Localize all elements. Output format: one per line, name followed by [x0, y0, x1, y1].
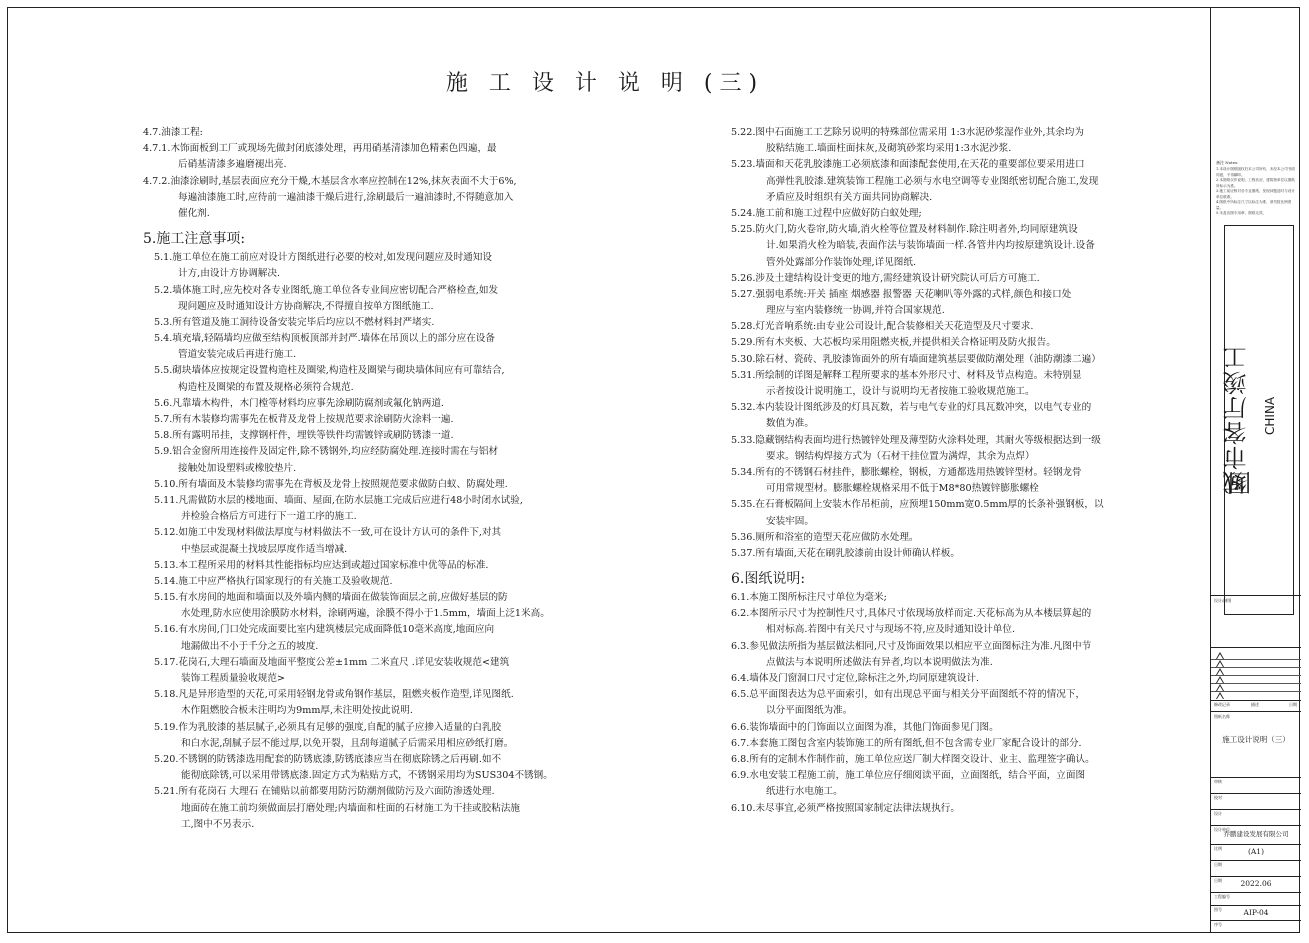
divider: [1211, 905, 1301, 906]
divider: [1211, 860, 1301, 861]
note-line: 5.30.除石材、瓷砖、乳胶漆饰面外的所有墙面建筑基层要做防潮处理（油防潮漆二遍）: [731, 353, 1101, 365]
note-line: 5.23.墙面和天花乳胶漆施工必须底漆和面漆配套使用,在天花的重要部位要采用进口: [731, 159, 1085, 171]
note-line: 5.36.厕所和浴室的造型天花应做防水处理。: [731, 531, 919, 543]
divider: [1211, 793, 1301, 794]
note-line: 5.10.所有墙面及木装修均需事先在背板及龙骨上按照规范要求做防白蚁、防腐处理.: [154, 478, 508, 490]
project-name: 城市客厅竣工图: [1223, 345, 1256, 495]
revision-triangle-icon: [1216, 660, 1224, 667]
designer-label: 设计: [1214, 811, 1222, 816]
note-line: 现问题应及时通知设计方协商解决,不得擅自按单方图纸施工.: [178, 300, 434, 312]
note-line: 5.37.所有墙面,天花在刷乳胶漆前由设计师确认样板。: [731, 547, 960, 559]
project-subtitle: CHINA: [1263, 396, 1277, 435]
scale-label: 比例: [1214, 846, 1222, 851]
note-line: 5.17.花岗石,大理石墙面及地面平整度公差±1mm 二米直尺 .详见安装收规范<建筑: [154, 656, 510, 668]
note-line: 高弹性乳胶漆.建筑装饰工程施工必须与水电空调等专业图纸密切配合施工,发现: [766, 175, 1099, 187]
note-line: 地面砖在施工前均须做面层打磨处理;内墙面和柱面的石材施工为干挂或胶粘法施: [181, 802, 521, 814]
note-line: 管道安装完成后再进行施工.: [178, 349, 297, 361]
note-line: 5.5.砌块墙体应按规定设置构造柱及圈梁,构造柱及圈梁与砌块墙体间应有可靠结合,: [154, 365, 505, 377]
note-line: 计.如果消火栓为暗装,表面作法与装饰墙面一样.各管井内均按原建筑设计.设备: [766, 240, 1095, 252]
note-line: 理应与室内装修统一协调,并符合国家规范.: [766, 305, 945, 317]
drawing-title: 施工设计说明（三）: [1222, 735, 1290, 744]
revision-row: [1211, 683, 1301, 684]
serial-label: 序号: [1214, 922, 1222, 927]
note-line: 5.3.所有管道及施工洞待设备安装完毕后均应以不燃材料封严堵实.: [154, 316, 435, 328]
note-line: 5.27.强弱电系统:开关 插座 烟感器 报警器 天花喇叭等外露的式样,颜色和接口处: [731, 288, 1072, 300]
divider: [1211, 647, 1301, 648]
note-line: 6.4.墙体及门窗洞口尺寸定位,除标注之外,均同原建筑设计.: [731, 673, 980, 684]
sheet-number-label: 图号: [1214, 907, 1222, 912]
note-line: 5.14.施工中应严格执行国家现行的有关施工及验收规范.: [154, 575, 393, 587]
note-line: 6.2.本图所示尺寸为控制性尺寸,具体尺寸依现场放样而定.天花标高为从本楼层算起的: [731, 608, 1092, 620]
note-line: 4.7.2.油漆涂刷时,基层表面应充分干燥,木基层含水率应控制在12%,抹灰表面不大于6%,: [143, 175, 517, 187]
note-line: 6.5.总平面图表达为总平面索引，如有出现总平面与相关分平面图纸不符的情况下，: [731, 689, 1086, 701]
divider: [1211, 825, 1301, 826]
note-line: 5.28.灯光音响系统:由专业公司设计,配合装修相关天花造型及尺寸要求.: [731, 321, 1034, 333]
revision-row: [1211, 667, 1301, 668]
page-title: 施 工 设 计 说 明 (三): [445, 71, 765, 96]
note-line: 安装牢固。: [766, 515, 814, 527]
revision-triangle-icon: [1216, 692, 1224, 699]
note-line: 6.6.装饰墙面中的门饰面以立面图为准，其他门饰面参见门图。: [731, 721, 999, 733]
note-line: 5.21.所有花岗石 大理石 在铺贴以前都要用防污防潮剂做防污及六面防渗透处理.: [154, 786, 495, 798]
design-label: 设计/制图: [1214, 598, 1232, 603]
divider: [1211, 876, 1301, 877]
note-line: 催化剂.: [178, 207, 210, 219]
note-line: 5.11.凡需做防水层的楼地面、墙面、屋面,在防水层施工完成后应进行48小时闭水试验,: [154, 494, 523, 506]
note-line: 5.16.有水房间,门口处完成面要比室内建筑楼层完成面降低10毫米高度,地面应向: [154, 624, 495, 636]
note-line: 5.29.所有木夹板、大芯板均采用阻燃夹板,并提供相关合格证明及防火报告。: [731, 337, 1056, 349]
section-heading: 6.图纸说明:: [731, 571, 806, 588]
note-line: 水处理,防水应使用涂膜防水材料，涂刷两遍，涂膜不得小于1.5mm，墙面上泛1米高。: [181, 608, 550, 620]
note-line: 示者按设计说明施工，设计与说明均无者按施工验收规范施工。: [766, 386, 1035, 397]
note-line: 相对标高.若图中有关尺寸与现场不符,应及时通知设计单位.: [766, 624, 1015, 636]
note-line: 5.24.施工前和施工过程中应做好防白蚁处理;: [731, 207, 922, 219]
title-block: [1210, 7, 1300, 933]
company-label: 设计单位: [1214, 827, 1230, 832]
note-line: 地漏做出不小于千分之五的坡度.: [181, 640, 319, 652]
note-line: 工,图中不另表示.: [181, 818, 255, 830]
note-line: 管外处露部分作装饰处理,详见图纸.: [766, 256, 917, 268]
note-line: 6.9.水电安装工程施工前，施工单位应仔细阅读平面，立面图纸，结合平面，立面图: [731, 770, 1086, 782]
note-line: 5.33.隐藏钢结构表面均进行热镀锌处理及薄型防火涂料处理，其耐火等级根据达到一级: [731, 434, 1101, 446]
note-line: 5.25.防火门,防火卷帘,防火墙,消火栓等位置及材料制作.除注明者外,均同原建筑设: [731, 224, 1078, 236]
note-item: 2.本图纸仅作说明，工程状况、建筑物单位以图纸所标示为准。: [1216, 178, 1295, 188]
note-line: 5.1.施工单位在施工前应对设计方图纸进行必要的校对,如发现问题应及时通知设: [154, 252, 492, 264]
note-line: 每遍油漆施工时,应待前一遍油漆干燥后进行,涂刷最后一遍油漆时,不得随意加入: [178, 191, 514, 203]
revision-row: [1211, 659, 1301, 660]
notes-column-right: [731, 125, 1104, 817]
revision-label: 修改记录: [1214, 702, 1230, 707]
note-line: 6.1.本施工图所标注尺寸单位为毫米;: [731, 592, 887, 604]
note-line: 装饰工程质量验收规范>: [181, 673, 285, 684]
sheet-number: AIP-04: [1243, 908, 1269, 917]
note-line: 5.26.涉及土建结构设计变更的地方,需经建筑设计研究院认可后方可施工.: [731, 272, 1040, 284]
note-item: 3.施工前应核对各专业图纸，发现问题及时与设计单位联系。: [1216, 189, 1295, 199]
note-line: 5.7.所有木装修均需事先在板背及龙骨上按规范要求涂刷防火涂料一遍.: [154, 414, 454, 425]
notes-list: [1216, 167, 1296, 217]
note-line: 可用常规型材。膨胀螺栓规格采用不低于M8*80热镀锌膨胀螺栓: [766, 483, 1039, 495]
note-line: 6.8.所有的定制木作制作前，施工单位应送厂制大样图交设计、业主、监理签字确认。: [731, 753, 1095, 765]
note-line: 接触处加设塑料或橡胶垫片.: [178, 462, 297, 474]
revision-triangle-icon: [1216, 668, 1224, 675]
note-line: 5.35.在石膏板隔间上安装木作吊柜前，应预埋150mm宽0.5mm厚的长条补强钢板，以: [731, 499, 1104, 511]
note-item: 5.未盖出图专用章，图纸无效。: [1216, 211, 1267, 215]
note-line: 矛盾应及时组织有关方面共同协商解决.: [766, 191, 933, 203]
note-line: 中垫层或混凝土找坡层厚度作适当增减.: [181, 543, 348, 555]
note-line: 5.12.如施工中发现材料做法厚度与材料做法不一致,可在设计方认可的条件下,对其: [154, 527, 502, 539]
note-line: 5.4.填充墙,轻隔墙均应做至结构顶板顶部并封严.墙体在吊顶以上的部分应在设备: [154, 333, 495, 345]
note-line: 5.19.作为乳胶漆的基层腻子,必须具有足够的强度,自配的腻子应掺入适量的白乳胶: [154, 721, 502, 733]
note-line: 5.2.墙体施工时,应先校对各专业图纸,施工单位各专业间应密切配合严格检查,如发: [154, 284, 499, 296]
note-line: 5.22.图中石面施工工艺除另说明的特殊部位需采用 1:3水泥砂浆湿作业外,其余均为: [731, 127, 1084, 138]
revision-row: [1211, 691, 1301, 692]
revision-desc-label: 描述: [1251, 702, 1259, 707]
revision-date-label: 日期: [1289, 702, 1297, 707]
revision-triangle-icon: [1216, 652, 1224, 659]
note-line: 6.3.参见做法所指为基层做法相同,尺寸及饰面效果以相应平立面图标注为准.凡图中节: [731, 640, 1092, 652]
note-line: 纸进行水电施工。: [766, 786, 843, 798]
note-line: 5.32.本内装设计图纸涉及的灯具瓦数，若与电气专业的灯具瓦数冲突，以电气专业的: [731, 402, 1092, 414]
note-line: 6.7.本套施工图包含室内装饰施工的所有图纸,但不包含需专业厂家配合设计的部分.: [731, 737, 1082, 749]
note-line: 和白水泥,刮腻子层不能过厚,以免开裂，且刮每道腻子后需采用相应砂纸打磨。: [181, 737, 514, 749]
note-item: 1.本设计图纸版权归本公司所有，未经本公司书面同意，不得翻印。: [1216, 167, 1295, 177]
note-line: 计方,由设计方协调解决.: [178, 268, 281, 280]
divider: [1211, 595, 1301, 596]
note-line: 5.8.所有露明吊挂，支撑钢杆件，埋铁等铁件均需镀锌或刷防锈漆一道.: [154, 430, 454, 442]
note-line: 构造柱及圈梁的布置及规格必须符合规范.: [178, 381, 354, 393]
divider: [1211, 844, 1301, 845]
note-line: 4.7.油漆工程:: [143, 127, 203, 138]
note-line: 5.6.凡靠墙木构件，木门樘等材料均应事先涂刷防腐剂或氟化钠两道.: [154, 397, 444, 409]
company-name: 乔鹏建设发展有限公司: [1223, 830, 1289, 838]
note-item: 4.图纸中所标注尺寸以标注为准，请勿按比例度量。: [1216, 200, 1292, 210]
date-label: 日期: [1214, 862, 1222, 867]
revision-row: [1211, 675, 1301, 676]
note-line: 要求。钢结构焊接方式为（石材干挂位置为满焊，其余为点焊）: [766, 450, 1035, 462]
note-line: 胶粘结施工.墙面柱面抹灰,及砌筑砂浆均采用1:3水泥沙浆.: [766, 143, 1012, 155]
note-line: 木作阻燃胶合板未注明均为9mm厚,未注明处按此说明.: [181, 705, 413, 717]
note-line: 数值为准。: [766, 418, 814, 430]
divider: [1211, 892, 1301, 893]
divider: [1211, 809, 1301, 810]
note-line: 5.18.凡是异形造型的天花,可采用轻钢龙骨或角钢作基层，阻燃夹板作造型,详见图纸.: [154, 689, 514, 701]
sheet-size: (A1): [1247, 847, 1265, 856]
notes-column-left: [143, 125, 553, 833]
drawing-title-label: 图纸名称: [1214, 714, 1230, 719]
note-line: 5.20.不锈钢的防锈漆选用配套的防锈底漆,防锈底漆应当在彻底除锈之后再刷.如不: [154, 753, 502, 765]
project-number-label: 工程编号: [1214, 894, 1230, 899]
issue-date-label: 日期: [1214, 878, 1222, 883]
section-heading: 5.施工注意事项:: [143, 231, 246, 248]
note-line: 并检验合格后方可进行下一道工序的施工.: [181, 511, 357, 523]
revision-triangle-icon: [1216, 684, 1224, 691]
revision-triangle-icon: [1216, 676, 1224, 683]
note-line: 5.31.所绘制的详图是解释工程所要求的基本外形尺寸、材料及节点构造。未特别显: [731, 369, 1082, 381]
check-label: 校对: [1214, 795, 1222, 800]
notes-heading: 备注 Notes:: [1216, 160, 1239, 165]
note-line: 5.13.本工程所采用的材料其性能指标均应达到或超过国家标准中优等品的标准.: [154, 559, 489, 571]
note-line: 5.34.所有的不锈钢石材挂件，膨胀螺栓，钢板，方通都选用热镀锌型材。轻钢龙骨: [731, 466, 1082, 478]
audit-label: 审核: [1214, 779, 1222, 784]
divider: [1211, 777, 1301, 778]
note-line: 4.7.1.木饰面板到工厂或现场先做封闭底漆处理，再用硝基清漆加色精素色四遍，最: [143, 143, 497, 155]
issue-date: 2022.06: [1240, 879, 1272, 888]
divider: [1211, 920, 1301, 921]
note-line: 能彻底除锈,可以采用带锈底漆.固定方式为粘贴方式，不锈钢采用均为SUS304不锈钢。: [181, 770, 553, 782]
note-line: 后硝基清漆多遍磨褪出亮.: [178, 159, 287, 171]
note-line: 5.9.铝合金窗所用连接件及固定件,除不锈钢外,均应经防腐处理.连接时需在与铝材: [154, 446, 499, 458]
note-line: 5.15.有水房间的地面和墙面以及外墙内侧的墙面在做装饰面层之前,应做好基层的防: [154, 592, 508, 604]
note-line: 点做法与本说明所述做法有异者,均以本说明做法为准.: [766, 656, 993, 668]
divider: [1211, 700, 1301, 701]
note-line: 6.10.未尽事宜,必须严格按照国家制定法律法规执行。: [731, 802, 960, 814]
divider: [1211, 711, 1301, 712]
note-line: 以分平面图纸为准。: [766, 705, 853, 717]
